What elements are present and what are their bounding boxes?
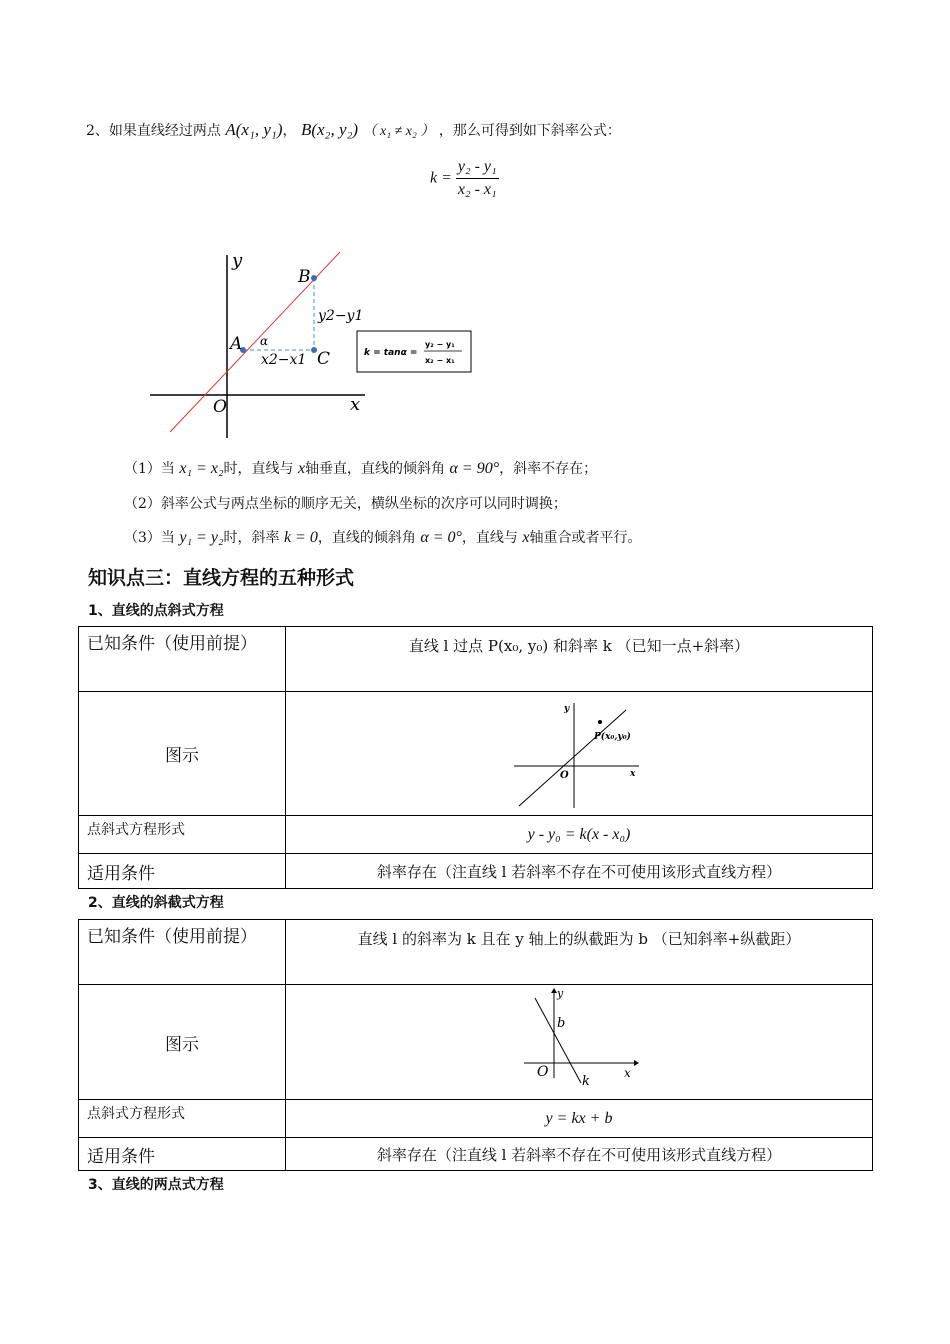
point-b: B(x₂, y₂) xyxy=(300,120,359,139)
fig3-y-label: y xyxy=(557,988,564,1000)
item2-condition: （ x₁ ≠ x₂ ） xyxy=(362,124,435,139)
note3-x: x xyxy=(522,529,530,546)
sub1-row3-value: y - y₀ = k(x - x₀) xyxy=(286,816,873,854)
fig2-line xyxy=(519,710,626,806)
sub1-row4-label: 适用条件 xyxy=(79,854,286,889)
note-1 xyxy=(124,458,597,478)
section-title: 知识点三：直线方程的五种形式 xyxy=(88,567,355,589)
sub3-title: 3、直线的两点式方程 xyxy=(88,1177,224,1193)
tan-formula-lhs: k = tanα = xyxy=(364,348,418,358)
fig3-x-arrow xyxy=(634,1060,639,1066)
sub2-figure-cell xyxy=(286,985,873,1100)
note1-mid: 时，直线与 xyxy=(223,461,294,477)
sub2-row4-label: 适用条件 xyxy=(79,1138,286,1171)
fig3-x-label: x xyxy=(624,1066,631,1080)
sub1-row3-label: 点斜式方程形式 xyxy=(79,816,286,854)
slope-intercept-graph xyxy=(519,988,639,1096)
fig1-y-label: y xyxy=(232,250,243,271)
fig2-y-label: y xyxy=(564,703,570,714)
sub1-figure-cell xyxy=(286,692,873,816)
fig1-c-label: C xyxy=(317,349,331,369)
fig1-b-label: B xyxy=(298,267,311,287)
fig1-a-label: A xyxy=(230,334,243,354)
sub2-row3-label: 点斜式方程形式 xyxy=(79,1100,286,1138)
item2-line xyxy=(86,120,621,140)
sub2-row2-label: 图示 xyxy=(79,985,286,1100)
note1-end: ，斜率不存在； xyxy=(499,461,598,477)
point-a: A(x₁, y₁) xyxy=(225,120,283,139)
note1-cond: x₁ = x₂ xyxy=(179,460,224,477)
sub2-title: 2、直线的斜截式方程 xyxy=(88,895,224,911)
fig1-x-label: x xyxy=(350,394,361,415)
formula-lhs: k = xyxy=(430,169,452,187)
note3-mid2: ，直线的倾斜角 xyxy=(317,530,416,546)
item2-sep: ， xyxy=(282,123,297,139)
sub2-row1-value: 直线 l 的斜率为 k 且在 y 轴上的纵截距为 b （已知斜率+纵截距） xyxy=(286,920,873,985)
tan-formula-num: y₂ − y₁ xyxy=(425,340,455,349)
formula-denominator: x₂ - x₁ xyxy=(457,181,497,198)
fig2-x-label: x xyxy=(630,768,636,779)
sub1-title: 1、直线的点斜式方程 xyxy=(88,603,224,619)
fig2-origin-label: O xyxy=(560,769,569,781)
fig3-origin-label: O xyxy=(537,1064,549,1080)
sub1-row2-label: 图示 xyxy=(79,692,286,816)
note3-mid3: ，直线与 xyxy=(461,530,518,546)
fig3-k-label: k xyxy=(582,1074,590,1089)
fig1-alpha-label: α xyxy=(260,334,269,348)
fig1-origin-label: O xyxy=(213,397,227,417)
note-3 xyxy=(124,527,641,547)
slope-intercept-table xyxy=(78,919,873,1171)
tan-formula-den: x₂ − x₁ xyxy=(425,356,455,365)
note3-end: 轴重合或者平行。 xyxy=(529,530,642,546)
point-slope-graph xyxy=(514,698,644,810)
point-slope-table xyxy=(78,626,873,889)
note1-x: x xyxy=(297,460,306,477)
slope-formula xyxy=(430,158,499,199)
note1-prefix: （1）当 xyxy=(124,461,175,477)
sub2-row1-label: 已知条件（使用前提） xyxy=(79,920,286,985)
fig2-p-label: P(x₀,y₀) xyxy=(594,731,631,742)
note3-prefix: （3）当 xyxy=(124,530,175,546)
fig1-dy-label: y2−y1 xyxy=(318,308,364,324)
fig3-b-label: b xyxy=(557,1016,566,1031)
note3-mid: 时，斜率 xyxy=(223,530,280,546)
fig1-dx-label: x2−x1 xyxy=(261,352,307,368)
note-2: （2）斜率公式与两点坐标的顺序无关，横纵坐标的次序可以同时调换； xyxy=(124,496,567,512)
sub2-row3-value: y = kx + b xyxy=(286,1100,873,1138)
sub1-row4-value: 斜率存在（注直线 l 若斜率不存在不可使用该形式直线方程） xyxy=(286,854,873,889)
note1-angle: α = 90° xyxy=(449,460,500,477)
point-b-dot xyxy=(311,275,317,281)
note1-mid2: 轴垂直，直线的倾斜角 xyxy=(305,461,446,477)
item2-suffix: ，那么可得到如下斜率公式： xyxy=(438,123,621,139)
sub2-row4-value: 斜率存在（注直线 l 若斜率不存在不可使用该形式直线方程） xyxy=(286,1138,873,1171)
slope-diagram xyxy=(140,240,490,445)
item2-prefix: 2、如果直线经过两点 xyxy=(86,123,221,139)
sub1-row1-value: 直线 l 过点 P(x₀, y₀) 和斜率 k （已知一点+斜率） xyxy=(286,627,873,692)
formula-numerator: y₂ - y₁ xyxy=(456,158,499,179)
note3-cond: y₁ = y₂ xyxy=(179,529,224,546)
note3-angle: α = 0° xyxy=(420,529,462,546)
sub1-row1-label: 已知条件（使用前提） xyxy=(79,627,286,692)
note3-k: k = 0 xyxy=(283,529,318,546)
fig2-point-p xyxy=(598,720,602,724)
